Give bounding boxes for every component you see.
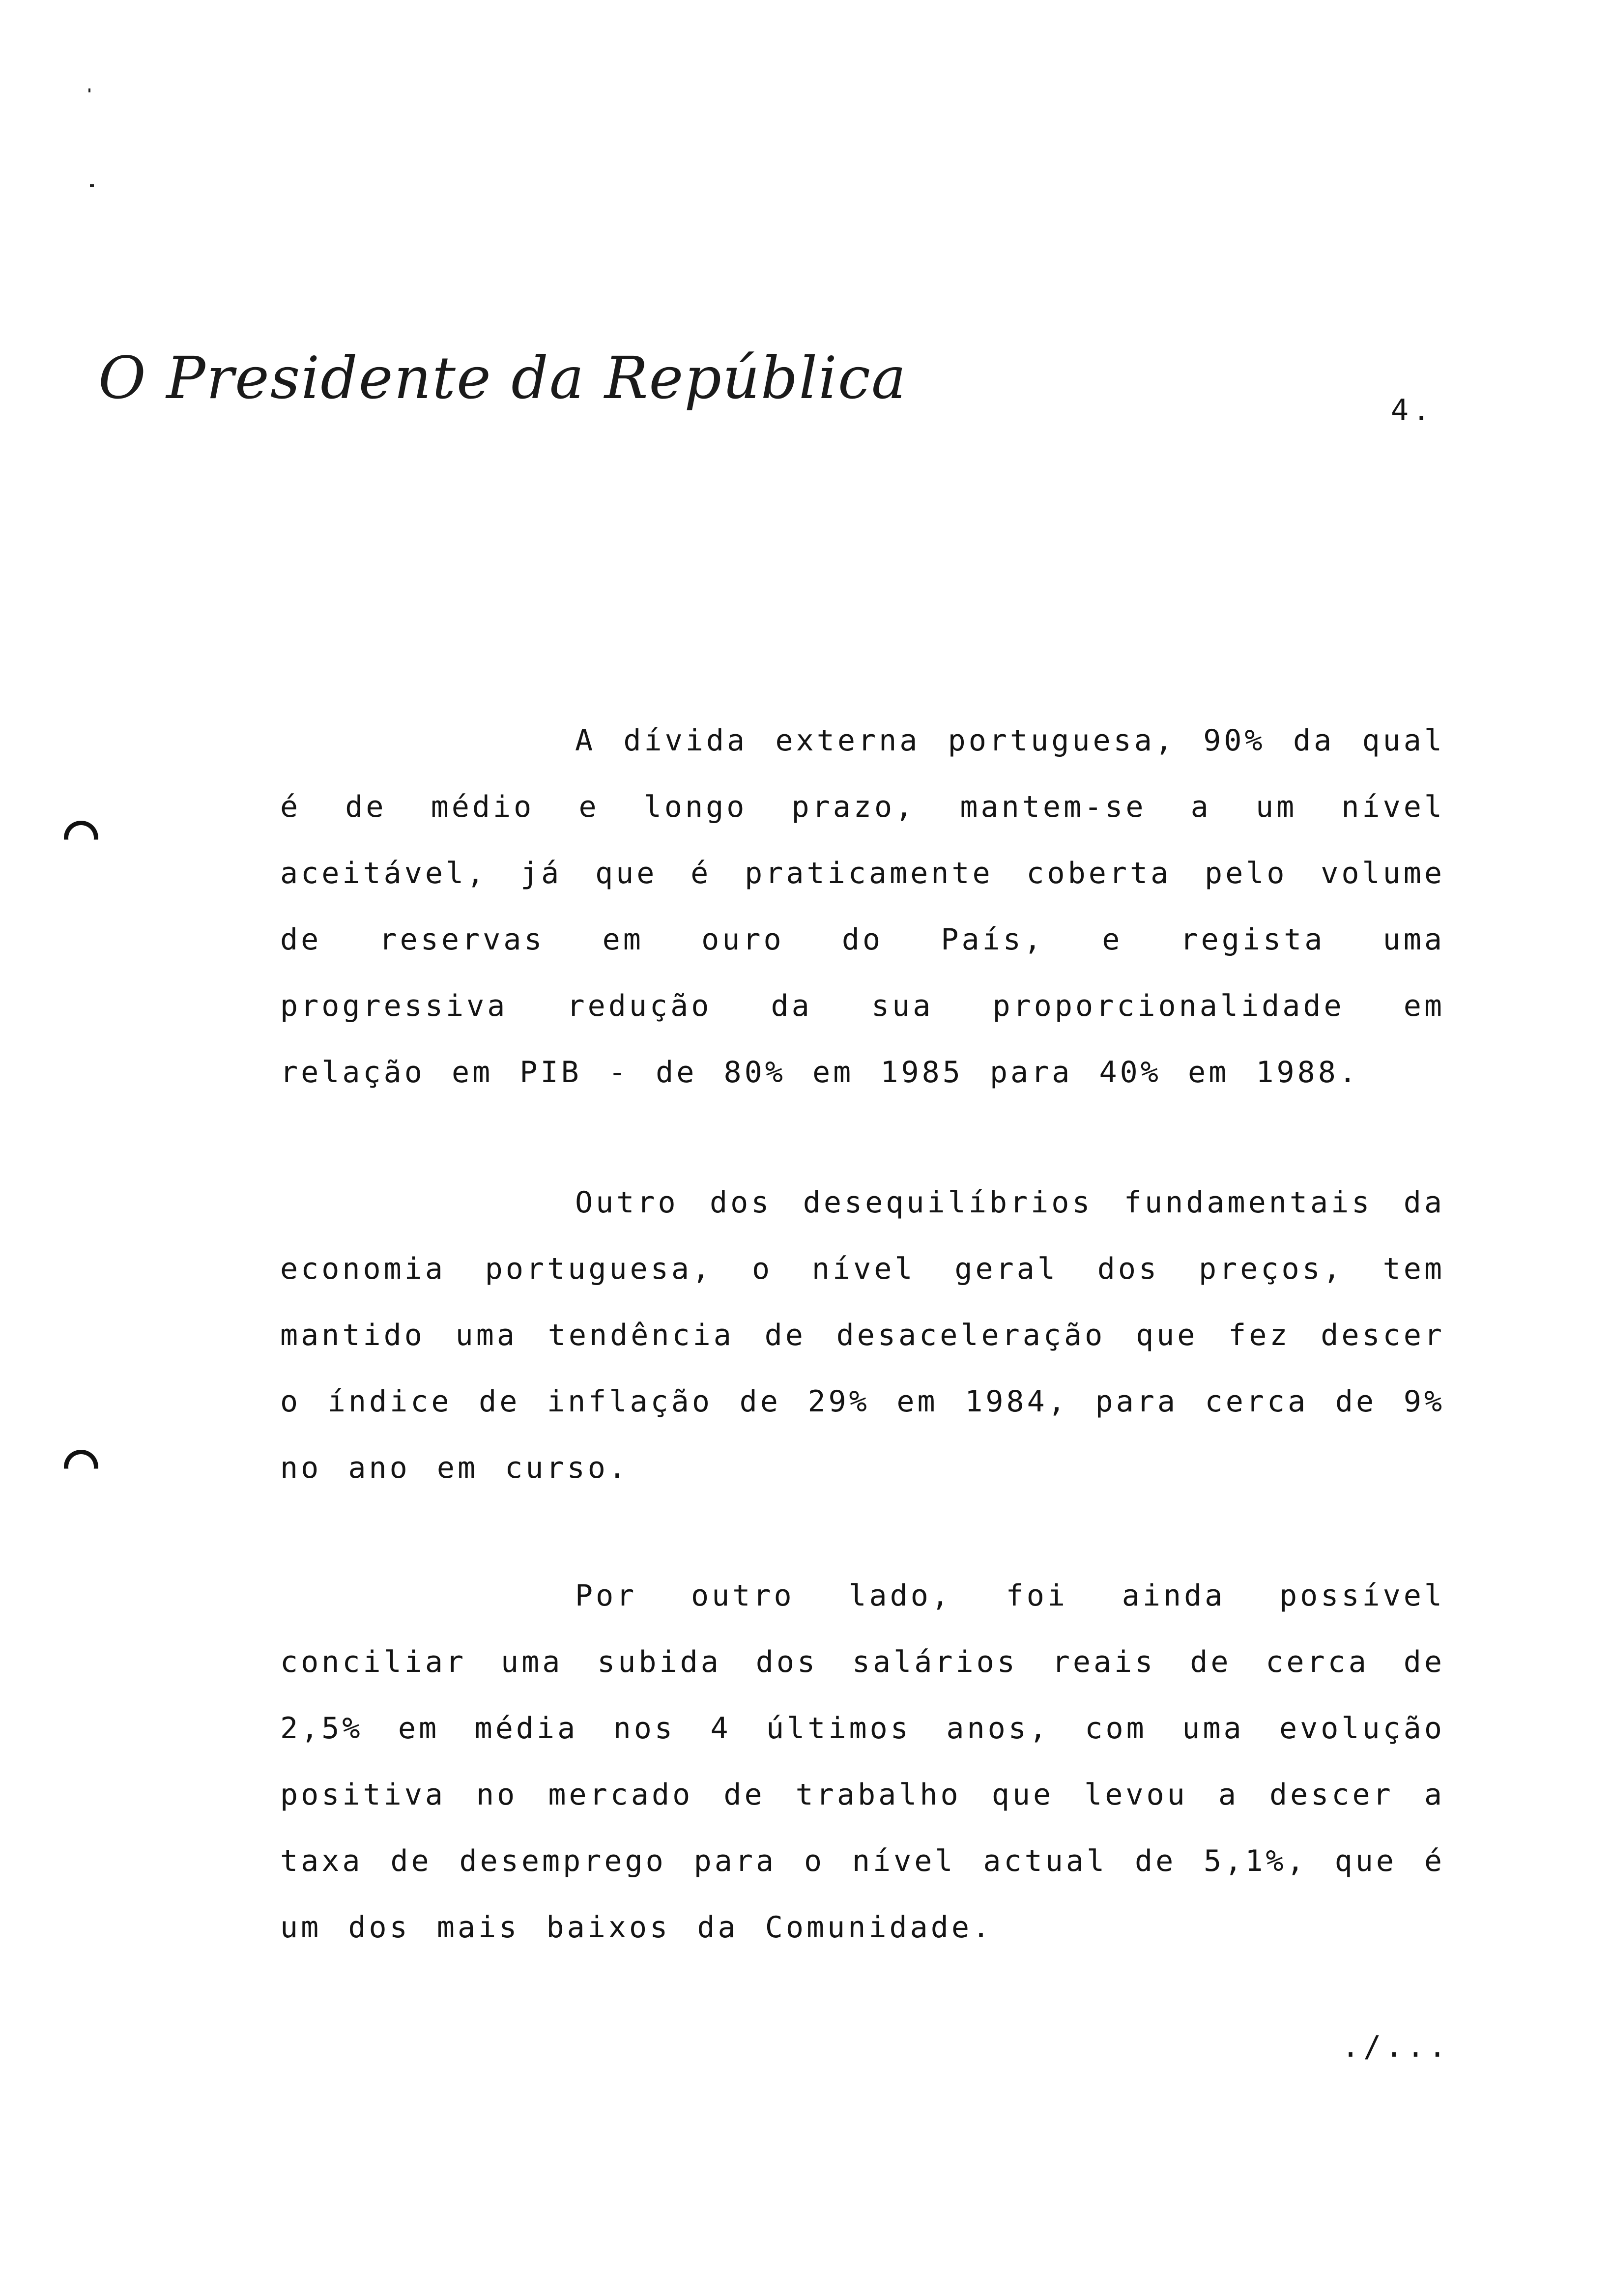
letterhead-script: O Presidente da República	[98, 344, 907, 412]
scan-speck	[90, 184, 94, 187]
page-number: 4.	[1391, 393, 1435, 428]
punch-hole-mark	[64, 1450, 98, 1484]
paragraph-external-debt: A dívida externa portuguesa, 90% da qual é de médio e longo prazo, mantem-se a um nível aceitável, já que é praticamente coberta pelo volume de reservas em ouro do País, e regista uma progressiva redução da sua proporcionalidade em relação em PIB - de 80% em 1985 para 40% em 1988.	[280, 723, 1445, 1090]
punch-hole-mark	[64, 821, 98, 855]
paragraph-price-level: Outro dos desequilíbrios fundamentais da economia portuguesa, o nível geral dos preços, tem mantido uma tendência de desaceleração que fez descer o índice de inflação de 29% em 1984, para cerca de 9% no ano em curso.	[280, 1185, 1445, 1485]
paragraph-wages-employment: Por outro lado, foi ainda possível conciliar uma subida dos salários reais de cerca de 2,5% em média nos 4 últimos anos, com uma evolução positiva no mercado de trabalho que levou a descer a taxa de desemprego para o nível actual de 5,1%, que é um dos mais baixos da Comunidade.	[280, 1578, 1445, 1945]
scan-speck	[88, 88, 90, 92]
continuation-mark: ./...	[1342, 2030, 1450, 2064]
